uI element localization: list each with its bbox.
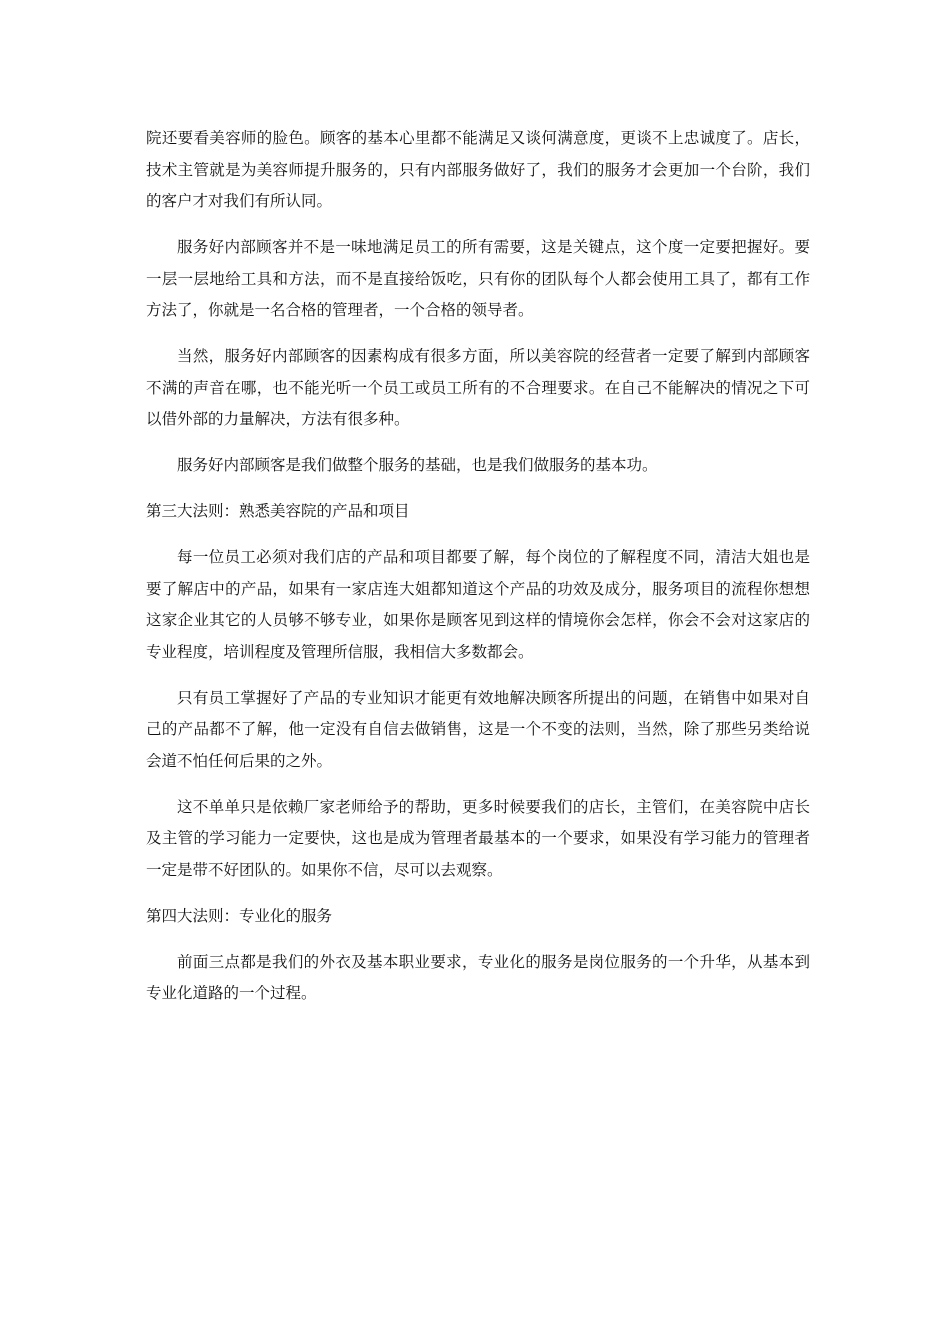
section-heading-rule-3: 第三大法则：熟悉美容院的产品和项目 [146, 502, 410, 520]
paragraph-7: 这不单单只是依赖厂家老师给予的帮助，更多时候要我们的店长，主管们，在美容院中店长及主管的学习能力一定要快，这也是成为管理者最基本的一个要求，如果没有学习能力的管理者一定是带不好团队的。如果你不信，尽可以去观察。 [146, 797, 810, 879]
paragraph-1: 院还要看美容师的脸色。顾客的基本心里都不能满足又谈何满意度，更谈不上忠诚度了。店长，技术主管就是为美容师提升服务的，只有内部服务做好了，我们的服务才会更加一个台阶，我们的客户才对我们有所认同。 [146, 129, 810, 210]
paragraph-5: 每一位员工必须对我们店的产品和项目都要了解，每个岗位的了解程度不同，清洁大姐也是要了解店中的产品，如果有一家店连大姐都知道这个产品的功效及成分，服务项目的流程你想想这家企业其它的人员够不够专业，如果你是顾客见到这样的情境你会怎样，你会不会对这家店的专业程度，培训程度及管理所信服，我相信大多数都会。 [146, 548, 810, 661]
section-heading-rule-4: 第四大法则：专业化的服务 [146, 906, 333, 925]
paragraph-6: 只有员工掌握好了产品的专业知识才能更有效地解决顾客所提出的问题，在销售中如果对自己的产品都不了解，他一定没有自信去做销售，这是一个不变的法则，当然，除了那些另类给说会道不怕任何后果的之外。 [146, 688, 810, 770]
document-page [146, 123, 810, 1024]
paragraph-8: 前面三点都是我们的外衣及基本职业要求，专业化的服务是岗位服务的一个升华，从基本到专业化道路的一个过程。 [146, 952, 810, 1002]
paragraph-4: 服务好内部顾客是我们做整个服务的基础，也是我们做服务的基本功。 [177, 456, 658, 474]
paragraph-2: 服务好内部顾客并不是一味地满足员工的所有需要，这是关键点，这个度一定要把握好。要一层一层地给工具和方法，而不是直接给饭吃，只有你的团队每个人都会使用工具了，都有工作方法了，你就是一名合格的管理者，一个合格的领导者。 [146, 238, 810, 319]
paragraph-3: 当然，服务好内部顾客的因素构成有很多方面，所以美容院的经营者一定要了解到内部顾客不满的声音在哪，也不能光听一个员工或员工所有的不合理要求。在自己不能解决的情况之下可以借外部的力量解决，方法有很多种。 [146, 347, 810, 428]
